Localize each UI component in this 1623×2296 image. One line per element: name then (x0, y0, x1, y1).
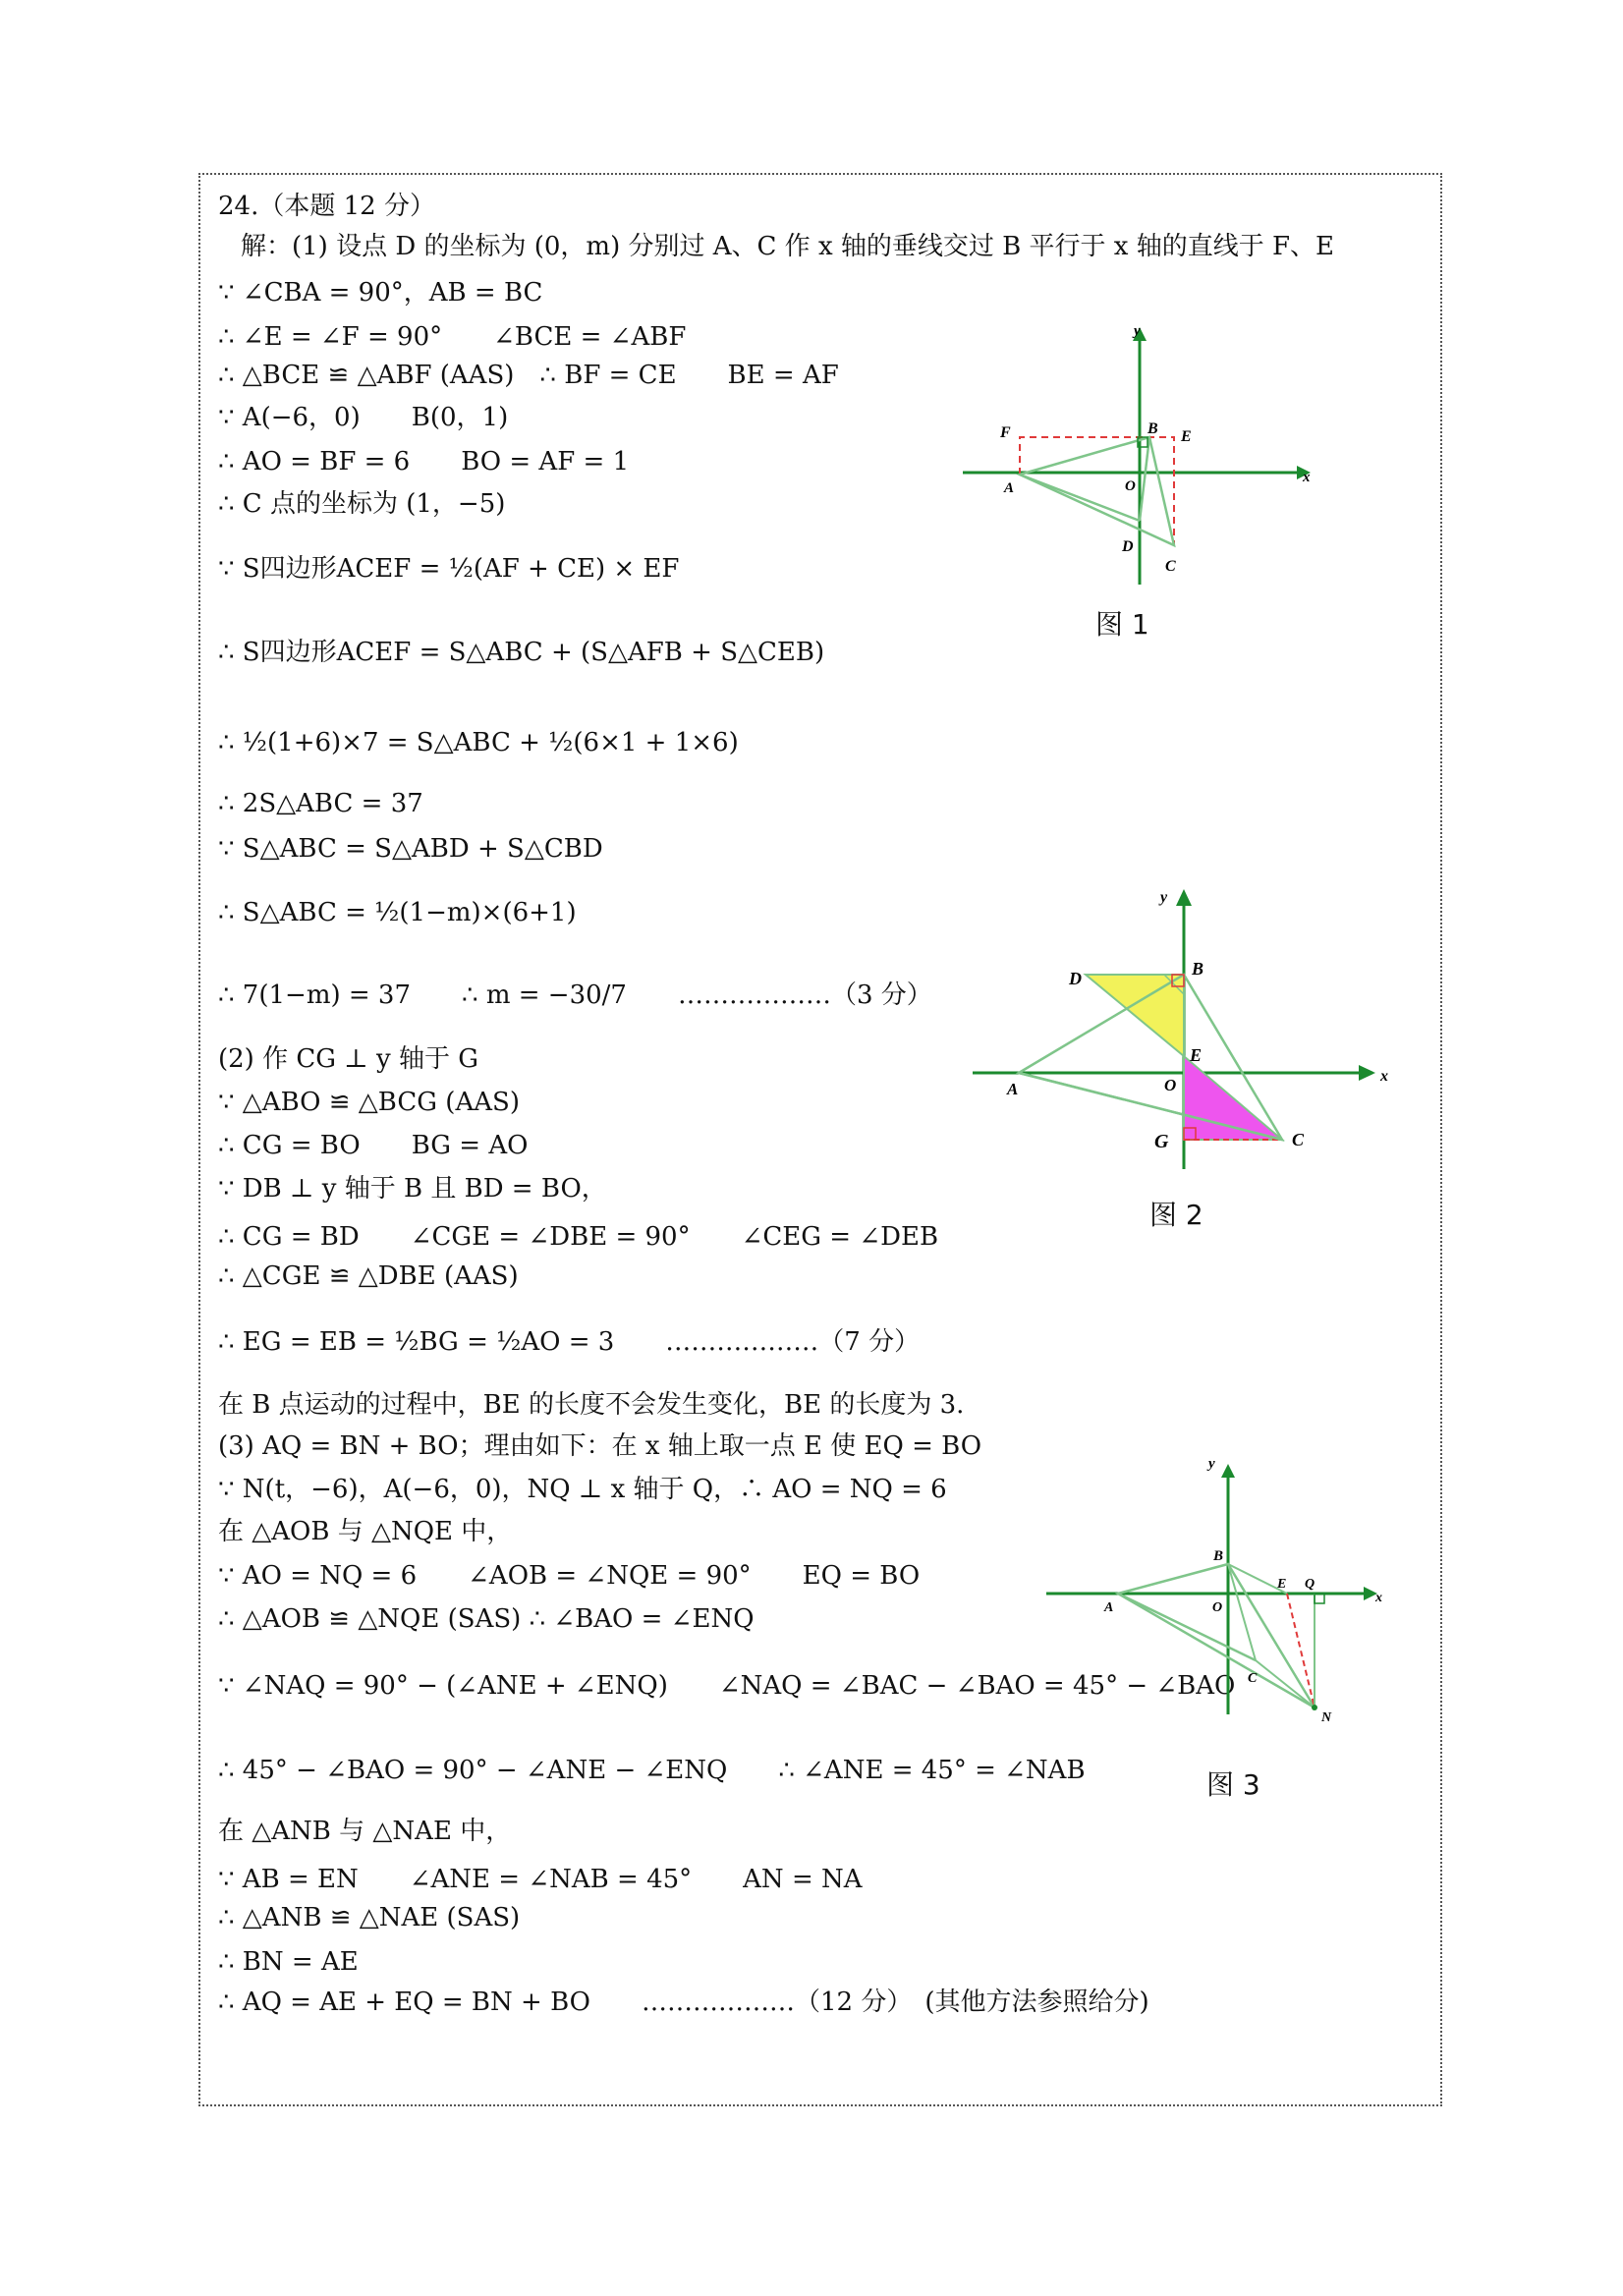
fig2-label: x (1380, 1068, 1388, 1085)
text-line: ∴ △CGE ≌ △DBE (AAS) (218, 1261, 519, 1291)
fig2-label: y (1160, 889, 1168, 906)
text-line: ∴ CG = BO BG = AO (218, 1131, 529, 1160)
text-line: ∴ △BCE ≌ △ABF (AAS) ∴ BF = CE BE = AF (218, 361, 839, 390)
fig3-label: y (1208, 1456, 1215, 1472)
fig3-label: x (1375, 1591, 1382, 1605)
fig3-label: A (1104, 1600, 1114, 1615)
text-line: ∴ BN = AE (218, 1947, 359, 1977)
fig3-label: B (1213, 1548, 1224, 1564)
figure-1 (963, 319, 1316, 594)
text-line: ∵ △ABO ≌ △BCG (AAS) (218, 1088, 520, 1117)
text-line: ∴ EG = EB = ½BG = ½AO = 3 ………………（7 分） (218, 1327, 921, 1357)
fig2-label: E (1190, 1045, 1203, 1065)
text-line: 在 △ANB 与 △NAE 中， (218, 1817, 512, 1846)
text-line: 在 B 点运动的过程中，BE 的长度不会发生变化，BE 的长度为 3. (218, 1390, 965, 1420)
text-line: ∵ AB = EN ∠ANE = ∠NAB = 45° AN = NA (218, 1865, 863, 1894)
fig2-label: O (1164, 1076, 1177, 1094)
question-header: 24.（本题 12 分） (218, 192, 435, 221)
text-line: ∵ A(−6，0) B(0，1) (218, 403, 509, 432)
text-line: ∴ AQ = AE + EQ = BN + BO ………………（12 分） (其他方法参照给分) (218, 1988, 1149, 2017)
text-line: ∵ N(t，−6)，A(−6，0)，NQ ⊥ x 轴于 Q，∴ AO = NQ = 6 (218, 1475, 947, 1504)
text-line: 在 △AOB 与 △NQE 中， (218, 1517, 513, 1546)
fig1-label: y (1134, 323, 1141, 339)
text-line: ∴ 7(1−m) = 37 ∴ m = −30/7 ………………（3 分） (218, 980, 932, 1010)
text-line: ∴ C 点的坐标为 (1，−5) (218, 489, 506, 519)
text-line: ∴ 45° − ∠BAO = 90° − ∠ANE − ∠ENQ ∴ ∠ANE = 45° = ∠NAB (218, 1756, 1086, 1785)
fig1-label: x (1303, 470, 1311, 485)
figure-3 (1041, 1454, 1405, 1749)
fig3-label: E (1277, 1577, 1287, 1592)
text-line: ∵ ∠NAQ = 90° − (∠ANE + ∠ENQ) ∠NAQ = ∠BAC − ∠BAO = 45° − ∠BAO (218, 1671, 1236, 1701)
fig2-label: G (1154, 1131, 1169, 1152)
fig2-label: B (1192, 959, 1204, 979)
text-line: ∴ △AOB ≌ △NQE (SAS) ∴ ∠BAO = ∠ENQ (218, 1604, 755, 1634)
text-line: ∵ S△ABC = S△ABD + S△CBD (218, 834, 603, 864)
text-line: 解：(1) 设点 D 的坐标为 (0，m) 分别过 A、C 作 x 轴的垂线交过 B 平行于 x 轴的直线于 F、E (241, 232, 1334, 261)
fig3-label: O (1212, 1600, 1223, 1615)
fig3-label: N (1321, 1710, 1332, 1725)
fig3-label: C (1248, 1671, 1258, 1686)
figure-2 (968, 884, 1400, 1179)
fig1-label: F (1000, 424, 1011, 441)
fig3-label: Q (1305, 1577, 1315, 1592)
text-line: ∴ CG = BD ∠CGE = ∠DBE = 90° ∠CEG = ∠DEB (218, 1222, 939, 1252)
fig2-label: A (1007, 1080, 1019, 1098)
figure-1-caption: 图 1 (1095, 608, 1149, 641)
fig1-label: E (1181, 428, 1192, 445)
fig2-label: D (1069, 969, 1082, 988)
text-line: (3) AQ = BN + BO；理由如下：在 x 轴上取一点 E 使 EQ = BO (218, 1431, 982, 1461)
text-line: ∵ ∠CBA = 90°，AB = BC (218, 278, 543, 308)
fig1-label: B (1147, 420, 1158, 437)
text-line: ∴ △ANB ≌ △NAE (SAS) (218, 1903, 521, 1932)
fig1-label: O (1125, 478, 1136, 494)
text-line: ∴ ∠E = ∠F = 90° ∠BCE = ∠ABF (218, 322, 687, 352)
fig1-label: C (1165, 558, 1176, 575)
fig2-label: C (1292, 1130, 1305, 1149)
text-line: ∴ S△ABC = ½(1−m)×(6+1) (218, 898, 577, 927)
figure-3-caption: 图 3 (1206, 1768, 1260, 1801)
fig1-label: A (1004, 480, 1015, 496)
text-line: ∴ ½(1+6)×7 = S△ABC + ½(6×1 + 1×6) (218, 728, 739, 757)
text-line: ∴ S四边形ACEF = S△ABC + (S△AFB + S△CEB) (218, 638, 825, 667)
text-line: ∵ AO = NQ = 6 ∠AOB = ∠NQE = 90° EQ = BO (218, 1561, 921, 1591)
fig1-label: D (1122, 538, 1134, 555)
text-line: ∵ DB ⊥ y 轴于 B 且 BD = BO， (218, 1174, 607, 1204)
text-line: (2) 作 CG ⊥ y 轴于 G (218, 1044, 478, 1074)
text-line: ∴ 2S△ABC = 37 (218, 789, 423, 818)
text-line: ∵ S四边形ACEF = ½(AF + CE) × EF (218, 554, 680, 584)
figure-2-caption: 图 2 (1149, 1199, 1203, 1231)
text-line: ∴ AO = BF = 6 BO = AF = 1 (218, 447, 630, 476)
